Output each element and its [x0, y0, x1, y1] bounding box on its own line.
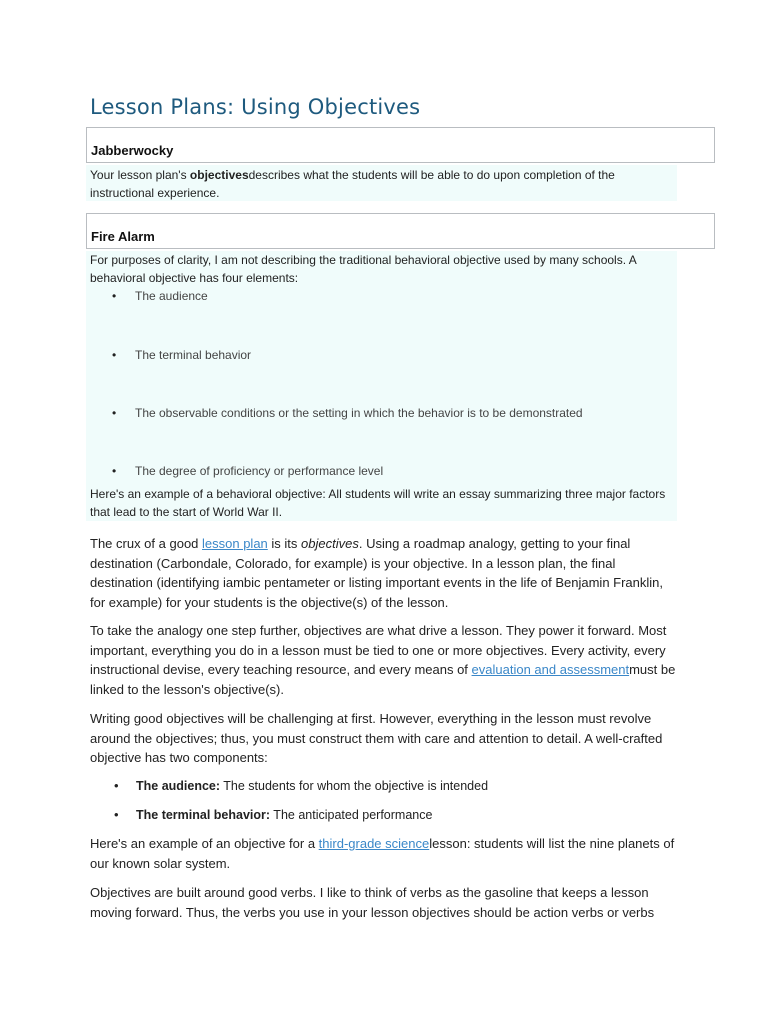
section-heading: Fire Alarm: [91, 229, 155, 244]
paragraph-verbs: Objectives are built around good verbs. I like to think of verbs as the gasoline that keeps a lesson moving forward. Thus, the verbs you use in your lesson objectives should be action verbs or verbs: [90, 885, 655, 920]
list-item: • The degree of proficiency or performance level: [86, 462, 677, 480]
fire-alarm-intro: For purposes of clarity, I am not describing the traditional behavioral objective used by many schools. A behavioral objective has four elements:: [90, 253, 637, 285]
third-grade-science-link[interactable]: third-grade science: [318, 836, 430, 851]
fire-alarm-content: [86, 251, 677, 521]
jabberwocky-content: [86, 165, 677, 201]
section-heading: Jabberwocky: [91, 143, 174, 158]
behavioral-elements-list: [86, 287, 677, 480]
paragraph-example-objective: Here's an example of an objective for a third-grade sciencelesson: students will list the nine planets of our known solar system.: [90, 836, 675, 871]
evaluation-assessment-link[interactable]: evaluation and assessment: [471, 662, 630, 677]
list-item: • The terminal behavior: [86, 346, 677, 404]
jabberwocky-text: Your lesson plan's objectivesdescribes what the students will be able to do upon completion of the instructional experience.: [90, 168, 615, 200]
paragraph-writing-objectives: Writing good objectives will be challenging at first. However, everything in the lesson must revolve around the objectives; thus, you must construct them with care and attention to detail. A well-crafted objective has two components:: [90, 711, 663, 765]
list-item: • The observable conditions or the setting in which the behavior is to be demonstrated: [86, 404, 677, 462]
components-list: [90, 777, 680, 824]
list-item: • The audience: [86, 287, 677, 346]
paragraph-analogy: To take the analogy one step further, objectives are what drive a lesson. They power it forward. Most important, everything you do in a lesson must be tied to one or more objectives. Every activity, every instructional devise, every teaching resource, and every means of evaluation and assessmentmust be linked to the lesson's objective(s).: [90, 623, 676, 697]
lesson-plan-link[interactable]: lesson plan: [202, 536, 268, 551]
list-item: • The audience: The students for whom the objective is intended: [90, 777, 680, 795]
section-header-fire-alarm: [86, 213, 715, 249]
paragraph-crux: The crux of a good lesson plan is its objectives. Using a roadmap analogy, getting to your final destination (Carbondale, Colorado, for example) is your objective. In a lesson plan, the final destination (identifying iambic pentameter or listing important events in the life of Benjamin Franklin, for example) for your students is the objective(s) of the lesson.: [90, 536, 664, 610]
objectives-term: objectives: [189, 168, 249, 182]
behavioral-example: Here's an example of a behavioral objective: All students will write an essay summarizing three major factors that lead to the start of World War II.: [90, 487, 666, 519]
section-header-jabberwocky: [86, 127, 715, 163]
list-item: • The terminal behavior: The anticipated performance: [90, 806, 680, 824]
page-title: Lesson Plans: Using Objectives: [90, 95, 421, 119]
